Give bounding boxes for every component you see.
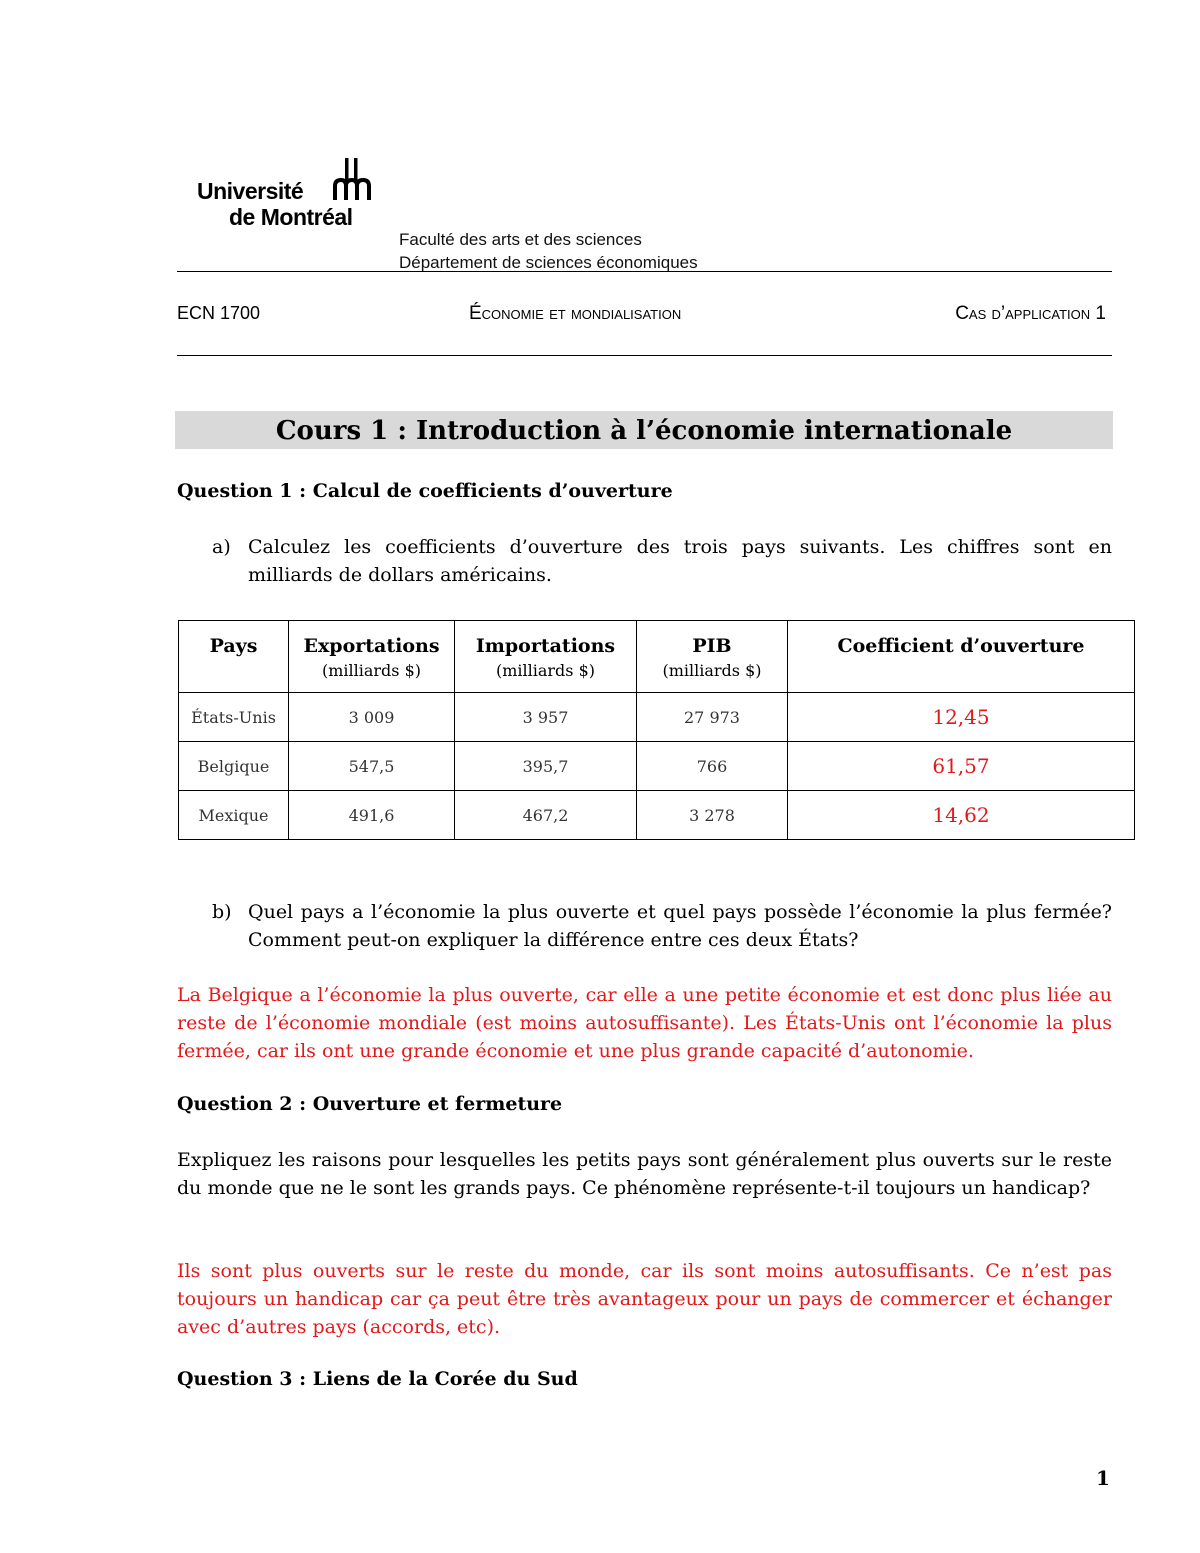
cell-coefficient: 14,62: [788, 791, 1135, 840]
cell-exports: 3 009: [289, 693, 455, 742]
header-country: Pays: [179, 621, 289, 693]
cell-imports: 395,7: [455, 742, 637, 791]
question2-heading: Question 2 : Ouverture et fermeture: [177, 1093, 563, 1115]
cell-coefficient: 61,57: [788, 742, 1135, 791]
cell-gdp: 3 278: [637, 791, 788, 840]
department-name: Département de sciences économiques: [399, 253, 698, 272]
logo-text-line1: Université: [197, 178, 304, 204]
faculty-block: [399, 228, 698, 274]
cell-gdp: 27 973: [637, 693, 788, 742]
faculty-name: Faculté des arts et des sciences: [399, 230, 642, 249]
part-b-marker: b): [212, 901, 232, 923]
question1-part-a: [212, 533, 1112, 589]
cell-coefficient: 12,45: [788, 693, 1135, 742]
udem-emblem-icon: [331, 158, 375, 202]
header-coefficient: Coefficient d’ouverture: [788, 621, 1135, 693]
logo-text-line2: de Montréal: [229, 204, 353, 230]
cell-country: Belgique: [179, 742, 289, 791]
course-title: Économie et mondialisation: [469, 303, 682, 324]
part-b-text: Quel pays a l’économie la plus ouverte et quel pays possède l’économie la plus fermée? Comment peut-on expliquer la différence entre ces deux États?: [248, 901, 1112, 951]
cell-country: États-Unis: [179, 693, 289, 742]
page-number: 1: [1096, 1466, 1110, 1490]
table-row: [179, 693, 1135, 742]
part-a-text: Calculez les coefficients d’ouverture des trois pays suivants. Les chiffres sont en milliards de dollars américains.: [248, 536, 1112, 586]
cell-exports: 491,6: [289, 791, 455, 840]
document-title: Cours 1 : Introduction à l’économie internationale: [275, 416, 1013, 446]
header-gdp: PIB (milliards $): [637, 621, 788, 693]
cell-imports: 3 957: [455, 693, 637, 742]
table-header-row: [179, 621, 1135, 693]
document-title-band: [175, 411, 1113, 449]
question1-heading: Question 1 : Calcul de coefficients d’ouverture: [177, 480, 673, 502]
question3-heading: Question 3 : Liens de la Corée du Sud: [177, 1368, 578, 1390]
question1-part-b: [212, 898, 1112, 954]
openness-table: [178, 620, 1135, 840]
header-exports: Exportations (milliards $): [289, 621, 455, 693]
cell-imports: 467,2: [455, 791, 637, 840]
course-info-line: [177, 303, 1112, 329]
table-row: [179, 742, 1135, 791]
cell-country: Mexique: [179, 791, 289, 840]
table-row: [179, 791, 1135, 840]
course-code: ECN 1700: [177, 303, 261, 323]
cell-exports: 547,5: [289, 742, 455, 791]
part-a-marker: a): [212, 536, 231, 558]
header-rule-bottom: [177, 355, 1112, 356]
case-label: Cas d’application 1: [955, 303, 1106, 324]
question2-text: Expliquez les raisons pour lesquelles les petits pays sont généralement plus ouverts sur le reste du monde que ne le sont les grands pays. Ce phénomène représente-t-il toujours un handicap?: [177, 1149, 1112, 1199]
header-imports: Importations (milliards $): [455, 621, 637, 693]
question1-answer: La Belgique a l’économie la plus ouverte, car elle a une petite économie et est donc plus liée au reste de l’économie mondiale (est moins autosuffisante). Les États-Unis ont l’économie la plus fermée, car ils ont une grande économie et une plus grande capacité d’autonomie.: [177, 984, 1112, 1062]
header-rule-top: [177, 271, 1112, 272]
question2-answer: Ils sont plus ouverts sur le reste du monde, car ils sont moins autosuffisants. Ce n’est pas toujours un handicap car ça peut être très avantageux pour un pays de commercer et échanger avec d’autres pays (accords, etc).: [177, 1260, 1112, 1338]
cell-gdp: 766: [637, 742, 788, 791]
